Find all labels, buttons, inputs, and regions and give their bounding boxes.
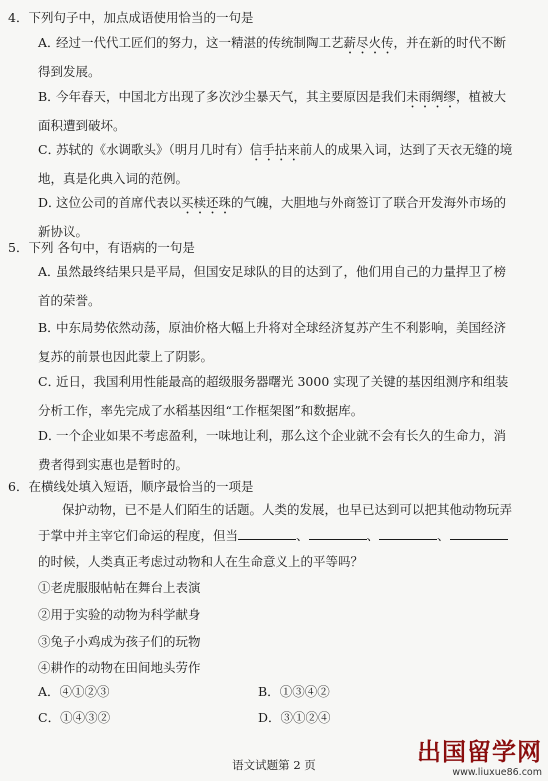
q6-title: 6．在横线处填入短语，顺序最恰当的一项是 bbox=[8, 479, 254, 494]
q4-option-d bbox=[38, 188, 516, 246]
answer-label: C． bbox=[38, 710, 61, 725]
q6-item-2: ②用于实验的动物为科学献身 bbox=[38, 607, 201, 622]
option-label: A． bbox=[38, 264, 60, 279]
blank-separator: 、 bbox=[296, 528, 309, 543]
q4-option-a bbox=[38, 28, 516, 86]
q4-title: 4．下列句子中，加点成语使用恰当的一句是 bbox=[8, 10, 254, 25]
answer-text: ④①②③ bbox=[59, 684, 110, 699]
dotted-idiom: 信手拈来 bbox=[249, 142, 300, 157]
q6-item-3: ③兔子小鸡成为孩子们的玩物 bbox=[38, 634, 201, 649]
q6-answer-c bbox=[38, 710, 110, 726]
q6-answer-a bbox=[38, 684, 110, 700]
option-label: B． bbox=[38, 320, 60, 335]
page-footer: 语文试题第 2 页 bbox=[232, 758, 316, 772]
option-text-pre: 苏轼的《水调歌头》（明月几时有） bbox=[56, 142, 250, 157]
q6-item-4: ④耕作的动物在田间地头劳作 bbox=[38, 660, 201, 675]
q5-option-a bbox=[38, 257, 516, 315]
option-text-post: 的气魄，大胆地与外商签订了联合开发海外市场的新协议。 bbox=[38, 195, 507, 239]
q4-option-b bbox=[38, 82, 516, 140]
dotted-idiom: 买椟还珠 bbox=[181, 195, 232, 210]
passage-text-2: 的时候，人类真正考虑过动物和人在生命意义上的平等吗？ bbox=[38, 554, 364, 569]
option-label: C． bbox=[38, 374, 61, 389]
passage-text-1: 保护动物，已不是人们陌生的话题。人类的发展，也早已达到可以把其他动物玩弄于掌中并主宰它们命运的程度，但当 bbox=[38, 502, 513, 543]
option-text: 近日，我国利用性能最高的超级服务器曙光 3000 实现了关键的基因组测序和组装分析工作，率先完成了水稻基因组“工作框架图”和数据库。 bbox=[38, 374, 509, 418]
answer-text: ③①②④ bbox=[280, 710, 331, 725]
watermark-logo-text: 出国留学网 bbox=[417, 738, 542, 766]
blank-separator: 、 bbox=[437, 528, 450, 543]
option-label: D． bbox=[38, 428, 61, 443]
answer-blank-3 bbox=[379, 527, 437, 540]
q5-option-b bbox=[38, 313, 516, 371]
q6-answer-b bbox=[258, 684, 330, 700]
q6-answer-d bbox=[258, 710, 331, 726]
answer-text: ①④③② bbox=[60, 710, 111, 725]
dotted-idiom: 未雨绸缪 bbox=[406, 89, 457, 104]
option-text-post: ，植被大面积遭到破坏。 bbox=[38, 89, 507, 133]
watermark-url: www.liuxue86.com bbox=[452, 767, 542, 778]
q6-item-1: ①老虎服服帖帖在舞台上表演 bbox=[38, 580, 201, 595]
option-text: 一个企业如果不考虑盈利，一味地让利，那么这个企业就不会有长久的生命力，消费者得到实惠也是暂时的。 bbox=[38, 428, 507, 472]
option-label: B． bbox=[38, 89, 60, 104]
option-label: C． bbox=[38, 142, 61, 157]
option-label: A． bbox=[38, 35, 60, 50]
blank-separator: 、 bbox=[366, 528, 380, 543]
option-text-post: ，并在新的时代不断得到发展。 bbox=[38, 35, 507, 79]
q5-option-d bbox=[38, 421, 516, 479]
option-label: D． bbox=[38, 195, 61, 210]
answer-blank-4 bbox=[450, 527, 508, 540]
answer-label: B． bbox=[258, 684, 280, 699]
option-text-post: 前人的成果入词，达到了天衣无缝的境地，真是化典入词的范例。 bbox=[38, 142, 513, 186]
option-text: 中东局势依然动荡，原油价格大幅上升将对全球经济复苏产生不利影响，美国经济复苏的前景也因此蒙上了阴影。 bbox=[38, 320, 507, 364]
q5-option-c bbox=[38, 367, 516, 425]
option-text-pre: 这位公司的首席代表以 bbox=[56, 195, 182, 210]
option-text-pre: 今年春天，中国北方出现了多次沙尘暴天气，其主要原因是我们 bbox=[56, 89, 407, 104]
q4-option-c bbox=[38, 135, 516, 193]
option-text: 虽然最终结果只是平局，但国安足球队的目的达到了，他们用自己的力量捍卫了榜首的荣誉。 bbox=[38, 264, 507, 308]
option-text-pre: 经过一代代工匠们的努力，这一精湛的传统制陶工艺 bbox=[56, 35, 344, 50]
answer-blank-1 bbox=[238, 527, 296, 540]
answer-text: ①③④② bbox=[279, 684, 330, 699]
answer-label: A． bbox=[38, 684, 60, 699]
q5-title: 5．下列 各句中，有语病的一句是 bbox=[8, 240, 195, 255]
dotted-idiom: 薪尽火传 bbox=[343, 35, 394, 50]
answer-blank-2 bbox=[309, 527, 367, 540]
answer-label: D． bbox=[258, 710, 281, 725]
q6-passage bbox=[38, 497, 518, 575]
